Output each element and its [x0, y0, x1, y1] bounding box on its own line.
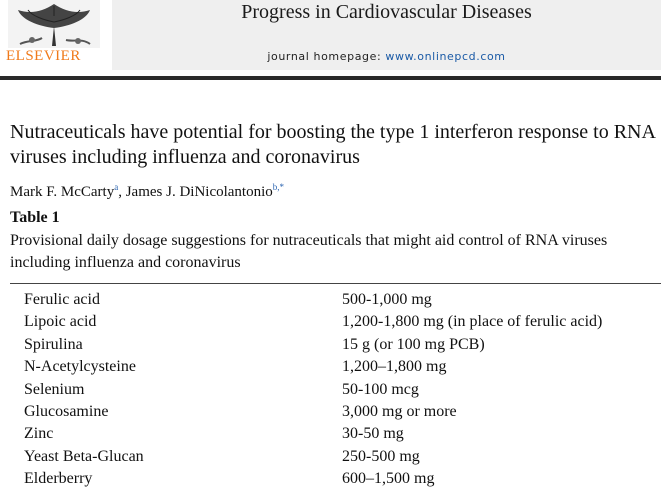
table-row [24, 446, 602, 468]
journal-title[interactable]: Progress in Cardiovascular Diseases [241, 1, 532, 23]
table-row [24, 334, 602, 356]
nutraceutical-name: N-Acetylcysteine [24, 358, 136, 376]
nutraceutical-name: Spirulina [24, 335, 83, 353]
author-name[interactable]: James J. DiNicolantonio [125, 184, 273, 200]
publisher-name: ELSEVIER [6, 48, 81, 64]
table-label: Table 1 [10, 209, 60, 226]
author-affiliation-marker[interactable]: a [114, 182, 119, 192]
homepage-link[interactable]: www.onlinepcd.com [385, 50, 506, 63]
header-divider [0, 76, 661, 80]
journal-header [0, 0, 661, 76]
journal-homepage [112, 50, 661, 63]
journal-banner [112, 0, 661, 70]
nutraceutical-name: Zinc [24, 425, 54, 443]
daily-dose: 30-50 mg [342, 425, 404, 443]
author-list [10, 182, 284, 201]
table-rule [10, 283, 661, 284]
daily-dose: 500-1,000 mg [342, 291, 432, 308]
author-name[interactable]: Mark F. McCarty [10, 184, 115, 200]
daily-dose: 600–1,500 mg [342, 470, 435, 488]
table-row [24, 356, 602, 378]
nutraceutical-name: Elderberry [24, 470, 93, 488]
elsevier-logo[interactable] [0, 0, 108, 70]
daily-dose: 50-100 mcg [342, 380, 419, 398]
author-separator: , [118, 184, 126, 200]
author-affiliation-marker[interactable]: b,* [272, 182, 285, 192]
daily-dose: 1,200–1,800 mg [342, 358, 447, 376]
elsevier-tree-icon [8, 0, 100, 48]
table-caption: Provisional daily dosage suggestions for nutraceuticals that might aid control of RNA viruses including influenza and coronavirus [10, 232, 608, 271]
table-row [24, 289, 602, 311]
table-row [24, 468, 602, 490]
table-row [24, 401, 602, 423]
table-row [24, 311, 602, 333]
nutraceutical-name: Glucosamine [24, 403, 109, 421]
nutraceutical-name: Selenium [24, 380, 85, 398]
dosage-table [24, 289, 602, 491]
table-row [24, 379, 602, 401]
daily-dose: 3,000 mg or more [342, 403, 457, 421]
daily-dose: 1,200-1,800 mg (in place of ferulic acid) [342, 313, 603, 331]
table-row [24, 423, 602, 445]
daily-dose: 15 g (or 100 mg PCB) [342, 335, 485, 353]
homepage-label: journal homepage: [267, 50, 386, 63]
article-title: Nutraceuticals have potential for boosting the type 1 interferon response to RNA viruses including influenza and coronavirus [10, 121, 655, 168]
nutraceutical-name: Ferulic acid [24, 291, 100, 308]
nutraceutical-name: Lipoic acid [24, 313, 97, 331]
nutraceutical-name: Yeast Beta-Glucan [24, 447, 144, 465]
daily-dose: 250-500 mg [342, 447, 420, 465]
